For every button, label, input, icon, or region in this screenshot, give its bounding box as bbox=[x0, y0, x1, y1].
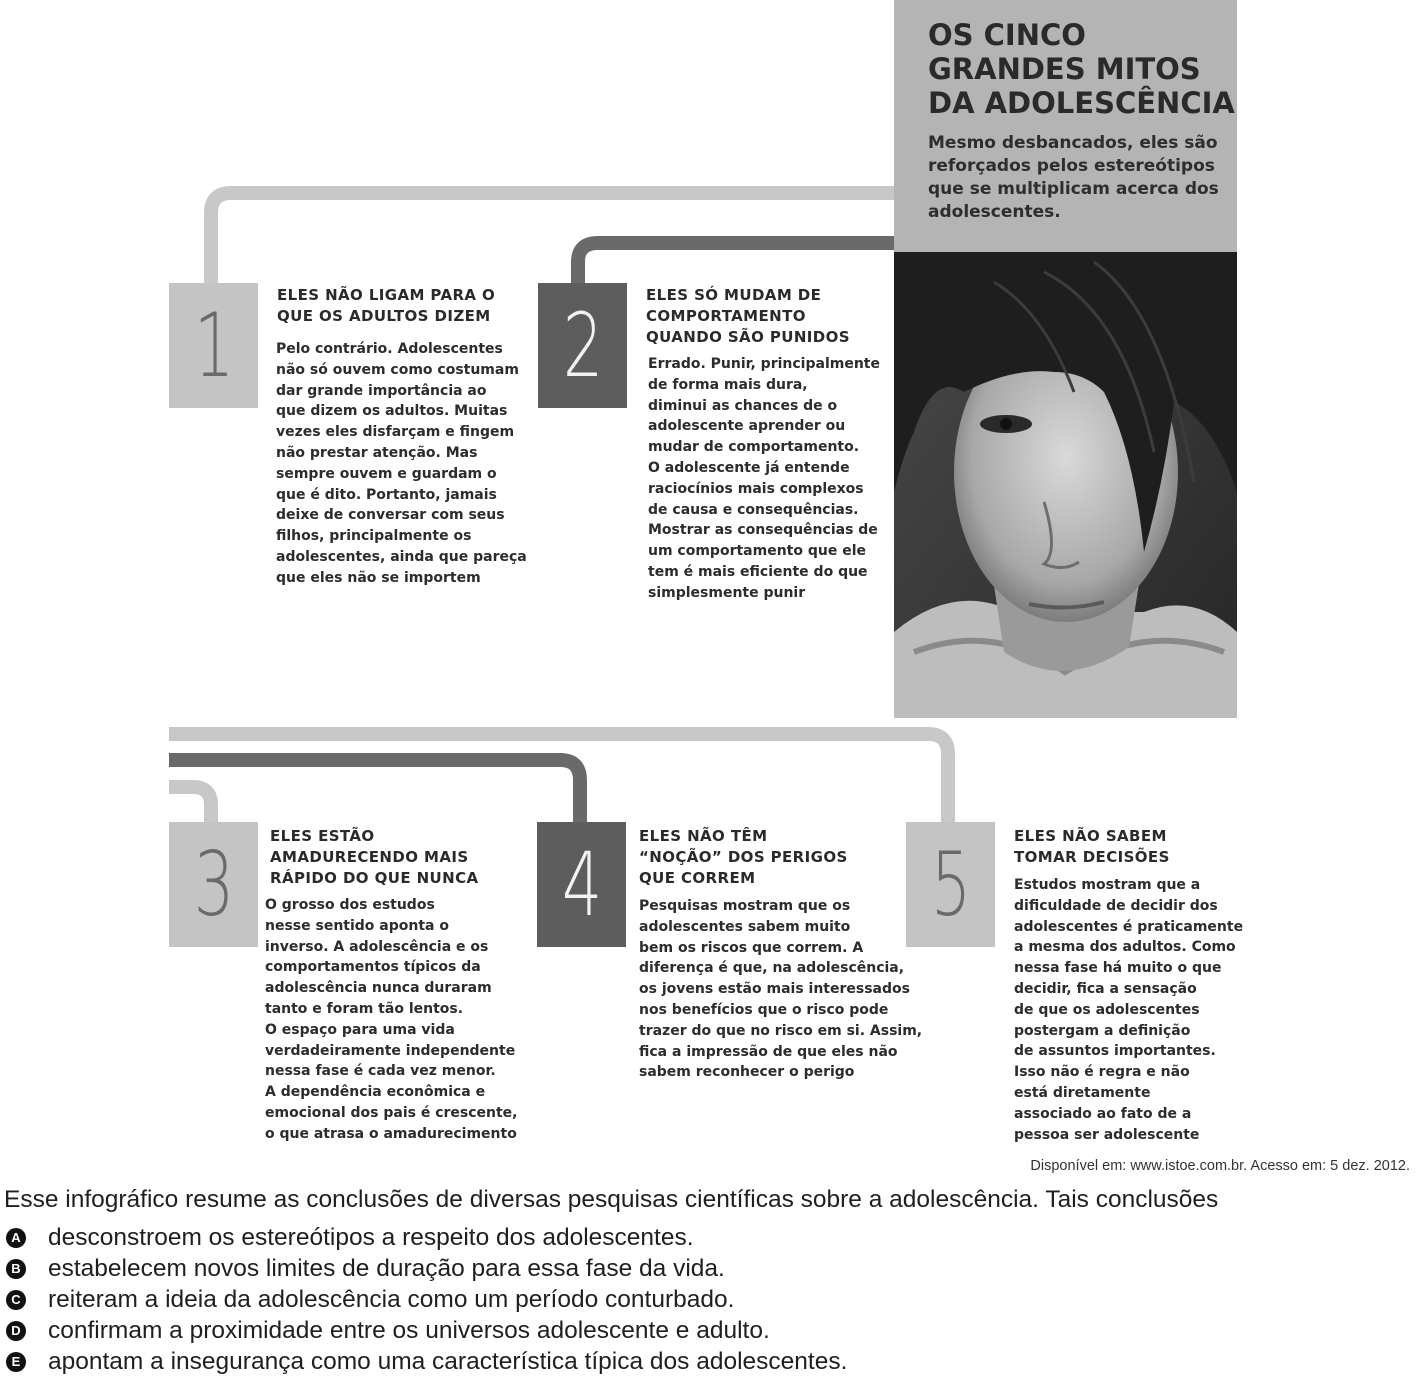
option-e[interactable] bbox=[6, 1346, 847, 1377]
myth-5-number-box bbox=[906, 822, 995, 947]
myth-2-body: Errado. Punir, principalmente de forma mais dura, diminui as chances de o adolescente aprender ou mudar de comportamento. O adolescente já entende raciocínios mais complexos de causa e consequências. Mostrar as consequências de um comportamento que ele tem é mais eficiente do que simplesmente punir bbox=[648, 356, 880, 601]
question-stem: Esse infográfico resume as conclusões de diversas pesquisas científicas sobre a adolescência. Tais conclusões bbox=[4, 1186, 1219, 1213]
infographic-header bbox=[894, 0, 1237, 252]
myth-5-number: 5 bbox=[930, 832, 971, 936]
myth-3-title: ELES ESTÃO AMADURECENDO MAIS RÁPIDO DO QUE NUNCA bbox=[270, 827, 479, 887]
connector-myth-3 bbox=[169, 787, 211, 822]
option-a[interactable] bbox=[6, 1222, 847, 1253]
option-a-text: desconstroem os estereótipos a respeito dos adolescentes. bbox=[48, 1223, 694, 1251]
myth-1-number: 1 bbox=[193, 293, 234, 397]
option-b[interactable] bbox=[6, 1253, 847, 1284]
infographic-title: OS CINCO GRANDES MITOS DA ADOLESCÊNCIA bbox=[928, 18, 1235, 120]
option-e-letter: E bbox=[6, 1352, 26, 1372]
connector-myth-2 bbox=[578, 243, 894, 283]
myth-1-body: Pelo contrário. Adolescentes não só ouvem como costumam dar grande importância ao que dizem os adultos. Muitas vezes eles disfarçam e fingem não prestar atenção. Mas sempre ouvem e guardam o que é dito. Portanto, jamais deixe de conversar com seus filhos, principalmente os adolescentes, ainda que pareça que eles não se importem bbox=[276, 341, 527, 586]
option-a-letter: A bbox=[6, 1228, 26, 1248]
myth-4-title: ELES NÃO TÊM “NOÇÃO” DOS PERIGOS QUE CORREM bbox=[639, 827, 848, 887]
connector-myth-4 bbox=[169, 760, 580, 822]
option-e-text: apontam a insegurança como uma característica típica dos adolescentes. bbox=[48, 1347, 848, 1375]
option-b-text: estabelecem novos limites de duração para essa fase da vida. bbox=[48, 1254, 725, 1282]
myth-1-title: ELES NÃO LIGAM PARA O QUE OS ADULTOS DIZEM bbox=[277, 286, 496, 325]
myth-2-number-box bbox=[538, 283, 627, 408]
infographic-subtitle: Mesmo desbancados, eles são reforçados pelos estereótipos que se multiplicam acerca dos adolescentes. bbox=[928, 133, 1219, 222]
myth-3-number: 3 bbox=[193, 832, 234, 936]
myth-3-body: O grosso dos estudos nesse sentido aponta o inverso. A adolescência e os comportamentos típicos da adolescência nunca duraram tanto e foram tão lentos. O espaço para uma vida verdadeiramente independente nessa fase é cada vez menor. A dependência econômica e emocional dos pais é crescente, o que atrasa o amadurecimento bbox=[265, 897, 518, 1142]
option-d-text: confirmam a proximidade entre os universos adolescente e adulto. bbox=[48, 1316, 770, 1344]
option-c-text: reiteram a ideia da adolescência como um período conturbado. bbox=[48, 1285, 735, 1313]
myth-5-body: Estudos mostram que a dificuldade de decidir dos adolescentes é praticamente a mesma dos adultos. Como nessa fase há muito o que decidir, fica a sensação de que os adolescentes postergam a definição de assuntos importantes. Isso não é regra e não está diretamente associado ao fato de a pessoa ser adolescente bbox=[1014, 877, 1244, 1143]
option-b-letter: B bbox=[6, 1259, 26, 1279]
connector-myth-5 bbox=[169, 734, 948, 822]
option-d[interactable] bbox=[6, 1315, 847, 1346]
myth-4-number-box bbox=[537, 822, 626, 947]
myth-4-number: 4 bbox=[561, 832, 602, 936]
myth-2-title: ELES SÓ MUDAM DE COMPORTAMENTO QUANDO SÃO PUNIDOS bbox=[646, 286, 850, 346]
myth-5-title: ELES NÃO SABEM TOMAR DECISÕES bbox=[1014, 827, 1170, 866]
myth-2-number: 2 bbox=[562, 293, 603, 397]
option-d-letter: D bbox=[6, 1321, 26, 1341]
source-citation: Disponível em: www.istoe.com.br. Acesso em: 5 dez. 2012. bbox=[1030, 1158, 1410, 1174]
option-c-letter: C bbox=[6, 1290, 26, 1310]
teen-portrait-image bbox=[894, 252, 1237, 718]
answer-options bbox=[6, 1222, 847, 1377]
myth-3-number-box bbox=[169, 822, 258, 947]
myth-1-number-box bbox=[169, 283, 258, 408]
option-c[interactable] bbox=[6, 1284, 847, 1315]
myth-4-body: Pesquisas mostram que os adolescentes sabem muito bem os riscos que correm. A diferença é que, na adolescência, os jovens estão mais interessados nos benefícios que o risco pode trazer do que no risco em si. Assim, fica a impressão de que eles não sabem reconhecer o perigo bbox=[639, 898, 923, 1081]
